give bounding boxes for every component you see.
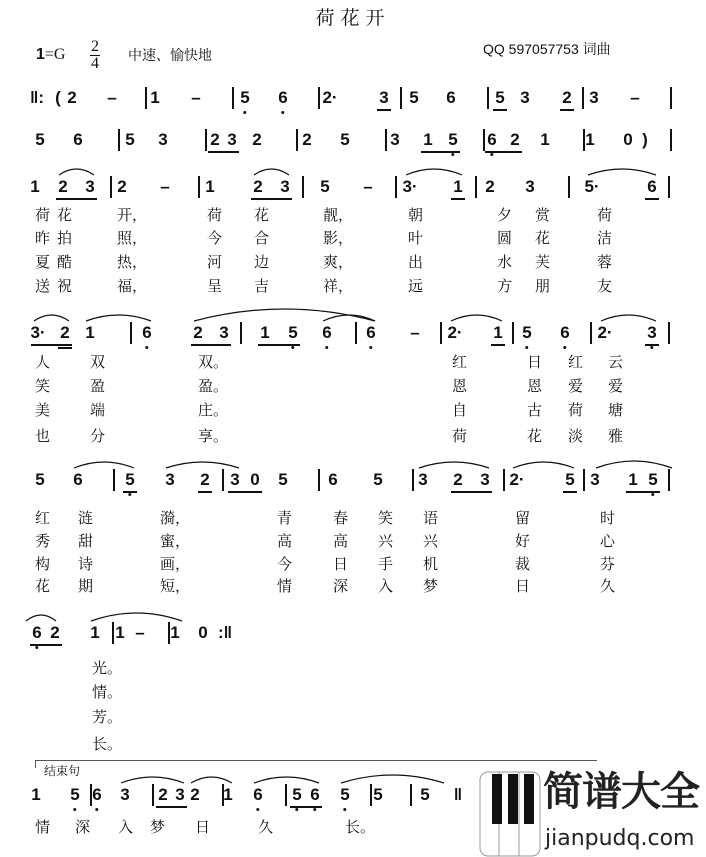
lyric-char: 祝 [57,277,73,295]
slur [166,462,239,468]
lyric-char: 春 [333,509,349,527]
note-value: 0 [250,470,260,489]
note-value: 3· [30,323,46,342]
note-value: 5 [125,130,135,149]
lyric-char: 情 [35,818,51,836]
lyric-char: 远 [408,277,424,295]
note-value: 1 [540,130,550,149]
note-value: 5 [373,785,383,804]
note-value: 3 [227,130,237,149]
lyric-char: 影， [323,229,354,247]
lyric-char: 享。 [198,427,229,445]
lyric-char: 靓， [323,206,354,224]
lyric-char: 长。 [345,818,376,836]
note-value: 5 [522,323,532,342]
lyric-char: 雅 [608,427,624,445]
note-value: 1 [628,470,638,489]
note-value: ) [642,130,648,149]
note-value: – [630,88,640,107]
lyric-char: 今 [207,229,223,247]
lyric-char: 朋 [535,277,551,295]
slur [596,461,672,468]
lyric-char: 秀 [35,532,51,550]
note-value: 6 [560,323,570,342]
note-value: 1 [493,323,503,342]
lyric-char: 留 [515,509,531,527]
note-value: 2 [60,323,70,342]
note-value: – [135,623,145,642]
lyric-char: 久 [600,577,616,595]
note-value: 3 [589,88,599,107]
note-value: 5 [320,177,330,196]
note-value: ( [55,88,61,107]
lyric-char: 荷 [597,206,613,224]
lyric-char: 拍 [57,229,73,247]
ts-bottom: 4 [91,55,99,72]
note-value: 3 [520,88,530,107]
lyric-char: 漪， [160,509,191,527]
slur [91,613,182,621]
lyric-char: 荷 [568,401,584,419]
lyric-char: 芬 [600,555,616,573]
lyric-char: 恩 [452,377,468,395]
note-value: 3 [647,323,657,342]
lyric-char: 心 [600,532,616,550]
lyric-char: 夏 [35,253,51,271]
note-value: 2 [50,623,60,642]
lyric-char: 方 [497,277,513,295]
note-value: 6 [446,88,456,107]
note-value: 2· [597,323,613,342]
note-value: 2· [447,323,463,342]
lyric-char: 涟 [78,509,94,527]
lyric-char: 笑 [35,377,51,395]
lyric-char: 人 [35,353,51,371]
lyric-char: 分 [90,427,106,445]
key-sign: =G [44,46,66,63]
lyric-char: 花 [254,206,270,224]
lyric-char: 圆 [497,229,513,247]
lyric-char: 构 [35,555,51,573]
note-value: ‖: [29,88,45,107]
note-value: 5 [373,470,383,489]
note-value: ‖ [453,785,463,804]
note-value: 2 [67,88,77,107]
note-value: 2 [117,177,127,196]
note-value: 5 [409,88,419,107]
slur [34,315,69,321]
lyric-char: 兴 [378,532,394,550]
note-value: 6 [322,323,332,342]
lyric-char: 语 [423,509,439,527]
lyric-char: 深 [333,577,349,595]
key-tonic: 1 [36,46,45,63]
lyric-char: 河 [207,253,223,271]
slur [121,777,184,783]
lyric-char: 叶 [408,229,424,247]
note-value: 3 [85,177,95,196]
lyric-char: 今 [277,555,293,573]
lyric-char: 爽， [323,253,354,271]
note-value: 3 [418,470,428,489]
lyric-char: 照， [117,229,148,247]
lyric-char: 深 [75,818,91,836]
lyric-char: 热， [117,253,148,271]
lyric-char: 情 [277,577,293,595]
note-value: 2 [562,88,572,107]
lyric-char: 荷 [207,206,223,224]
lyric-char: 期 [78,577,94,595]
ending-label: 结束句 [44,764,81,778]
slur [451,315,502,321]
note-value: 5 [288,323,298,342]
note-value: – [107,88,117,107]
lyric-char: 昨 [35,229,51,247]
lyric-char: 芙 [535,253,551,271]
lyric-char: 朝 [408,206,424,224]
note-value: 6 [73,130,83,149]
note-value: 6 [92,785,102,804]
note-value: 5 [278,470,288,489]
lyric-char: 赏 [535,206,551,224]
slur [588,169,656,175]
slur [254,777,319,783]
lyric-char: 红 [452,353,468,371]
note-value: 5 [420,785,430,804]
note-value: :‖ [217,623,233,642]
lyric-char: 高 [333,532,349,550]
note-value: 1 [30,177,40,196]
lyric-char: 合 [254,229,270,247]
note-value: 6 [73,470,83,489]
lyric-char: 送 [35,277,51,295]
note-value: 5 [565,470,575,489]
note-value: 1 [85,323,95,342]
lyric-char: 也 [35,427,51,445]
lyric-char: 蜜， [160,532,191,550]
note-value: 2 [190,785,200,804]
note-value: 3 [525,177,535,196]
slur [513,462,574,468]
lyric-char: 端 [90,401,106,419]
slur [26,615,56,621]
lyric-char: 盈。 [198,377,229,395]
ending-bracket-tick [35,760,36,768]
note-value: 0 [198,623,208,642]
note-value: 3 [390,130,400,149]
lyric-char: 盈 [90,377,106,395]
lyric-char: 夕 [497,206,513,224]
note-value: 3 [158,130,168,149]
lyric-char: 边 [254,253,270,271]
note-value: 6 [310,785,320,804]
ts-top: 2 [91,38,99,55]
lyric-char: 甜 [78,532,94,550]
lyric-char: 情。 [92,683,123,701]
lyric-char: 呈 [207,277,223,295]
note-value: 5 [340,130,350,149]
slur [191,777,232,783]
note-value: 2 [302,130,312,149]
note-value: 3 [165,470,175,489]
note-value: 2 [252,130,262,149]
note-value: – [410,323,420,342]
lyric-char: 水 [497,253,513,271]
lyric-char: 光。 [92,659,123,677]
note-value: 1 [453,177,463,196]
lyric-char: 日 [515,577,531,595]
note-value: 1 [223,785,233,804]
note-value: 2 [58,177,68,196]
lyric-char: 青 [277,509,293,527]
note-value: 5 [35,470,45,489]
note-value: 5 [70,785,80,804]
note-value: 3 [590,470,600,489]
note-value: 1 [585,130,595,149]
lyric-char: 红 [35,509,51,527]
lyric-char: 机 [423,555,439,573]
note-value: 6 [366,323,376,342]
lyric-char: 出 [408,253,424,271]
lyric-char: 爱 [608,377,624,395]
note-value: – [363,177,373,196]
note-value: 3 [379,88,389,107]
note-value: 6 [647,177,657,196]
lyric-char: 长。 [92,735,123,753]
lyric-char: 福， [117,277,148,295]
slur [254,169,289,175]
ending-bracket [35,760,597,761]
note-value: 2 [253,177,263,196]
lyric-char: 红 [568,353,584,371]
note-value: 6 [487,130,497,149]
lyric-char: 祥， [323,277,354,295]
slur [86,315,151,321]
lyric-char: 云 [608,353,624,371]
lyric-char: 荷 [35,206,51,224]
note-value: 3 [230,470,240,489]
lyric-char: 梦 [423,577,439,595]
lyric-char: 久 [258,818,274,836]
note-value: 6 [142,323,152,342]
lyric-char: 塘 [608,401,624,419]
lyric-char: 高 [277,532,293,550]
lyric-char: 淡 [568,427,584,445]
lyric-char: 花 [527,427,543,445]
lyric-char: 美 [35,401,51,419]
watermark-url: jianpudq.com [545,826,695,851]
lyric-char: 古 [527,401,543,419]
note-value: 1 [90,623,100,642]
note-value: 3 [175,785,185,804]
note-value: 1 [170,623,180,642]
slur [74,462,134,468]
lyric-char: 好 [515,532,531,550]
note-value: 6 [278,88,288,107]
note-value: 1 [150,88,160,107]
lyric-char: 兴 [423,532,439,550]
lyric-char: 洁 [597,229,613,247]
note-value: 1 [31,785,41,804]
note-value: 1 [423,130,433,149]
lyric-char: 诗 [78,555,94,573]
note-value: 5 [448,130,458,149]
note-value: 5 [125,470,135,489]
lyric-char: 吉 [254,277,270,295]
lyric-char: 自 [452,401,468,419]
note-value: 2 [210,130,220,149]
note-value: 2· [322,88,338,107]
lyric-char: 芳。 [92,708,123,726]
lyric-char: 开， [117,206,148,224]
lyric-char: 画， [160,555,191,573]
lyric-char: 日 [527,353,543,371]
lyric-char: 梦 [150,818,166,836]
note-value: 5· [584,177,600,196]
note-value: 5 [292,785,302,804]
note-value: 1 [205,177,215,196]
lyric-char: 短， [160,577,191,595]
lyric-char: 入 [118,818,134,836]
note-value: 6 [253,785,263,804]
lyric-char: 花 [35,577,51,595]
lyric-char: 裁 [515,555,531,573]
lyric-char: 花 [57,206,73,224]
note-value: 5 [648,470,658,489]
watermark-name: 简谱大全 [543,769,699,815]
lyric-char: 蓉 [597,253,613,271]
note-value: – [160,177,170,196]
lyric-char: 爱 [568,377,584,395]
note-value: 5 [35,130,45,149]
note-value: 5 [495,88,505,107]
note-value: 3 [219,323,229,342]
note-value: 3 [120,785,130,804]
slur [419,462,489,468]
slur [601,315,656,321]
note-value: 3 [480,470,490,489]
author-credit: QQ 597057753 词曲 [483,41,611,57]
lyric-char: 友 [597,277,613,295]
note-value: 1 [260,323,270,342]
song-title: 荷花开 [315,7,391,29]
note-value: 2 [485,177,495,196]
lyric-char: 日 [195,818,211,836]
note-value: 6 [328,470,338,489]
note-value: 2· [509,470,525,489]
lyric-char: 庄。 [198,401,229,419]
slur [406,169,462,175]
lyric-char: 笑 [378,509,394,527]
note-value: 0 [623,130,633,149]
lyric-char: 恩 [527,377,543,395]
slur [323,315,375,321]
note-value: 5 [340,785,350,804]
note-value: 2 [158,785,168,804]
note-value: 2 [193,323,203,342]
note-value: 3 [280,177,290,196]
note-value: 2 [510,130,520,149]
lyric-char: 入 [378,577,394,595]
note-value: 2 [200,470,210,489]
lyric-char: 手 [378,555,394,573]
lyric-char: 日 [333,555,349,573]
note-value: 6 [32,623,42,642]
note-value: 5 [240,88,250,107]
lyric-char: 双。 [198,353,229,371]
note-value: – [191,88,201,107]
note-value: 3· [402,177,418,196]
tempo-marking: 中速、愉快地 [128,48,212,64]
lyric-char: 花 [535,229,551,247]
slur [59,169,94,175]
slur [341,775,444,783]
lyric-char: 时 [600,509,616,527]
lyric-char: 酷 [57,253,73,271]
lyric-char: 荷 [452,427,468,445]
note-value: 1 [115,623,125,642]
note-value: 2 [453,470,463,489]
lyric-char: 双 [90,353,106,371]
